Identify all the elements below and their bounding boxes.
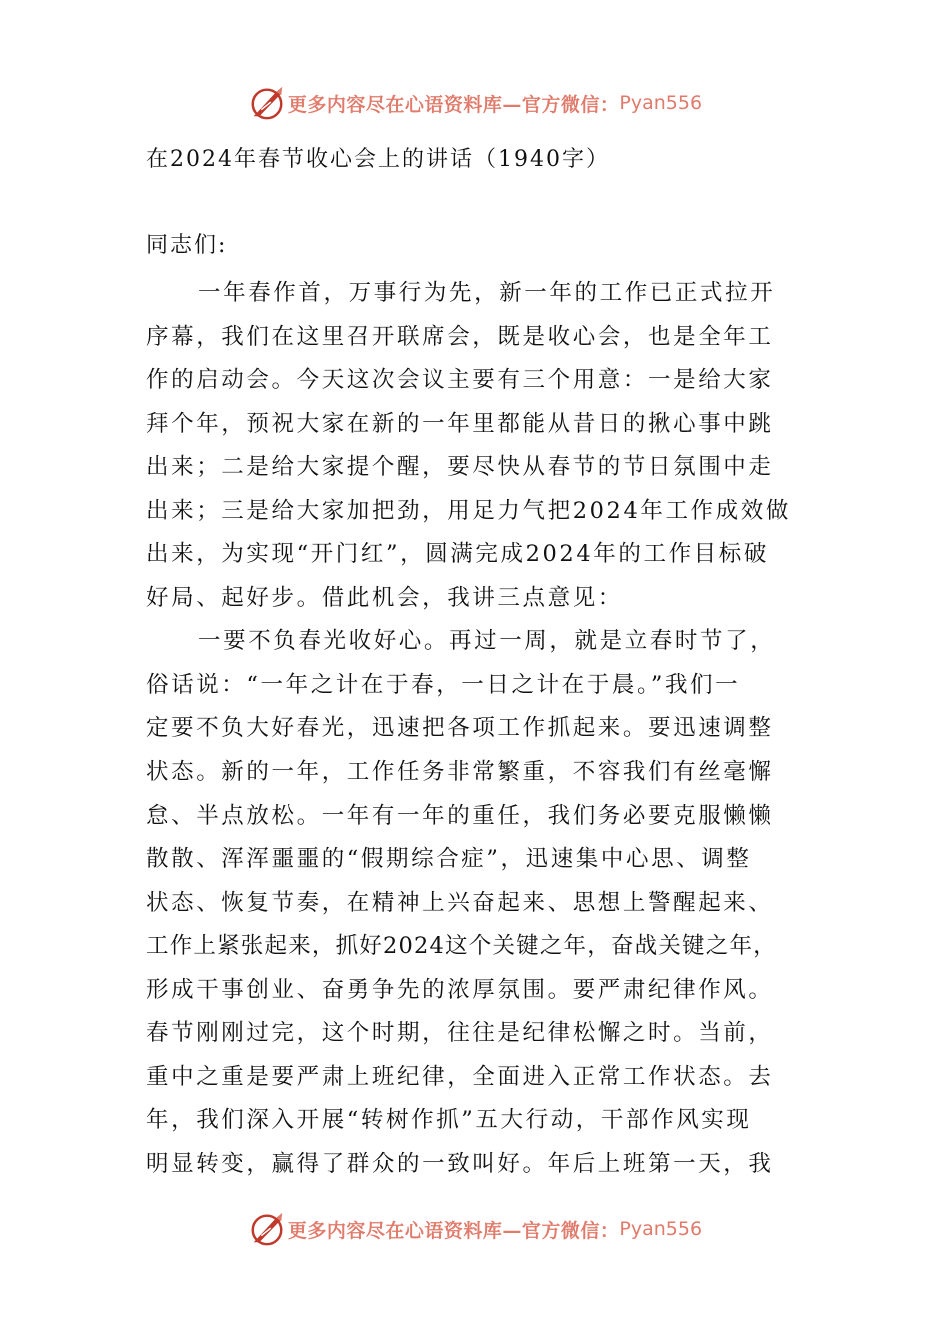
body-line: 散散、浑浑噩噩的“假期综合症”，迅速集中心思、调整 [146, 846, 752, 873]
watermark-banner-top [0, 83, 950, 123]
body-line: 一年春作首，万事行为先，新一年的工作已正式拉开 [198, 280, 776, 306]
body-line: 怠、半点放松。一年有一年的重任，我们务必要克服懒懒 [146, 802, 774, 829]
body-line: 作的启动会。今天这次会议主要有三个用意：一是给大家 [146, 367, 774, 394]
body-line: 工作上紧张起来，抓好2024这个关键之年，奋战关键之年， [146, 933, 777, 960]
body-line: 出来，为实现“开门红”，圆满完成2024年的工作目标破 [146, 541, 769, 568]
body-line: 明显转变，赢得了群众的一致叫好。年后上班第一天，我 [146, 1150, 774, 1177]
watermark-text: 更多内容尽在心语资料库—官方微信： [287, 93, 620, 116]
quill-logo-icon [248, 84, 286, 122]
body-line: 一要不负春光收好心。再过一周，就是立春时节了， [198, 628, 776, 655]
body-line: 俗话说：“一年之计在于春，一日之计在于晨。”我们一 [146, 671, 741, 698]
body-line: 状态、恢复节奏，在精神上兴奋起来、思想上警醒起来、 [146, 889, 774, 916]
salutation: 同志们: [146, 233, 228, 258]
body-line: 序幕，我们在这里召开联席会，既是收心会，也是全年工 [146, 323, 774, 350]
body-line: 拜个年，预祝大家在新的一年里都能从昔日的揪心事中跳 [146, 410, 774, 437]
quill-logo-icon [248, 1210, 286, 1248]
body-line: 定要不负大好春光，迅速把各项工作抓起来。要迅速调整 [146, 715, 774, 742]
body-line: 出来；二是给大家提个醒，要尽快从春节的节日氛围中走 [146, 454, 774, 481]
body-line: 春节刚刚过完，这个时期，往往是纪律松懈之时。当前， [146, 1020, 774, 1047]
watermark-banner-bottom [0, 1209, 950, 1249]
body-line: 重中之重是要严肃上班纪律，全面进入正常工作状态。去 [146, 1063, 774, 1090]
document-title: 在2024年春节收心会上的讲话（1940字） [146, 147, 610, 172]
watermark-text: 更多内容尽在心语资料库—官方微信： [287, 1219, 620, 1242]
watermark-account: Pyan556 [619, 92, 703, 114]
body-line: 出来；三是给大家加把劲，用足力气把2024年工作成效做 [146, 497, 791, 524]
body-line: 形成干事创业、奋勇争先的浓厚氛围。要严肃纪律作风。 [146, 976, 774, 1003]
body-line: 状态。新的一年，工作任务非常繁重，不容我们有丝毫懈 [146, 759, 774, 786]
watermark-account: Pyan556 [619, 1218, 703, 1240]
document-body [146, 272, 818, 1186]
body-line: 好局、起好步。借此机会，我讲三点意见： [146, 584, 623, 611]
body-line: 年，我们深入开展“转树作抓”五大行动，干部作风实现 [146, 1107, 752, 1134]
